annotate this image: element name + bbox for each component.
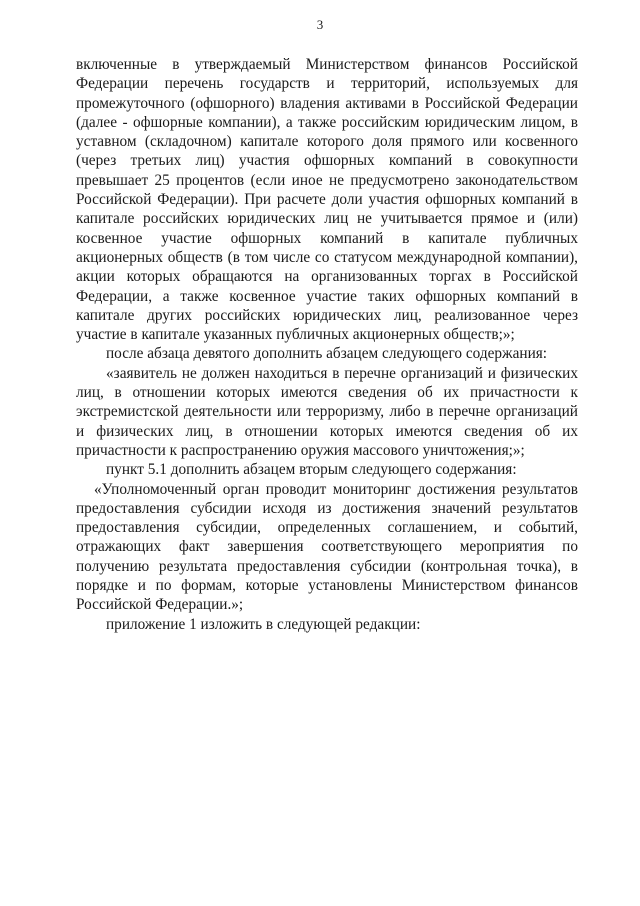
- paragraph-applicant-requirement: «заявитель не должен находиться в перечне организаций и физических лиц, в отношении которых имеются сведения об их причастности к экстремистской деятельности или терроризму, либо в перечне организаций и физических лиц, в отношении которых имеются сведения об их причастности к распространению оружия массового уничтожения;»;: [76, 364, 578, 459]
- document-body: [76, 55, 578, 634]
- paragraph-amendment-after-ninth: после абзаца девятого дополнить абзацем следующего содержания:: [106, 345, 548, 363]
- paragraph-amendment-point-5-1: пункт 5.1 дополнить абзацем вторым следующего содержания:: [106, 461, 517, 479]
- paragraph-offshore-companies: включенные в утверждаемый Министерством финансов Российской Федерации перечень государств и территорий, используемых для промежуточного (офшорного) владения активами в Российской Федерации (далее - офшорные компании), а также российским юридическим лицом, в уставном (складочном) капитале которого доля прямого или косвенного (через третьих лиц) участия офшорных компаний в совокупности превышает 25 процентов (если иное не предусмотрено законодательством Российской Федерации). При расчете доли участия офшорных компаний в капитале российских юридических лиц не учитывается прямое и (или) косвенное участие офшорных компаний в капитале публичных акционерных обществ (в том числе со статусом международной компании), акции которых обращаются на организованных торгах в Российской Федерации, а также косвенное участие таких офшорных компаний в капитале других российских юридических лиц, реализованное через участие в капитале указанных публичных акционерных обществ;»;: [76, 56, 578, 344]
- paragraph-appendix-1: приложение 1 изложить в следующей редакции:: [106, 615, 421, 633]
- page-number: 3: [316, 17, 324, 32]
- paragraph-monitoring: «Уполномоченный орган проводит мониторинг достижения результатов предоставления субсидии исходя из достижения значений результатов предоставления субсидии, определенных соглашением, и событий, отражающих факт завершения соответствующего мероприятия по получению результата предоставления субсидии (контрольная точка), в порядке и по формам, которые установлены Министерством финансов Российской Федерации.»;: [76, 480, 578, 614]
